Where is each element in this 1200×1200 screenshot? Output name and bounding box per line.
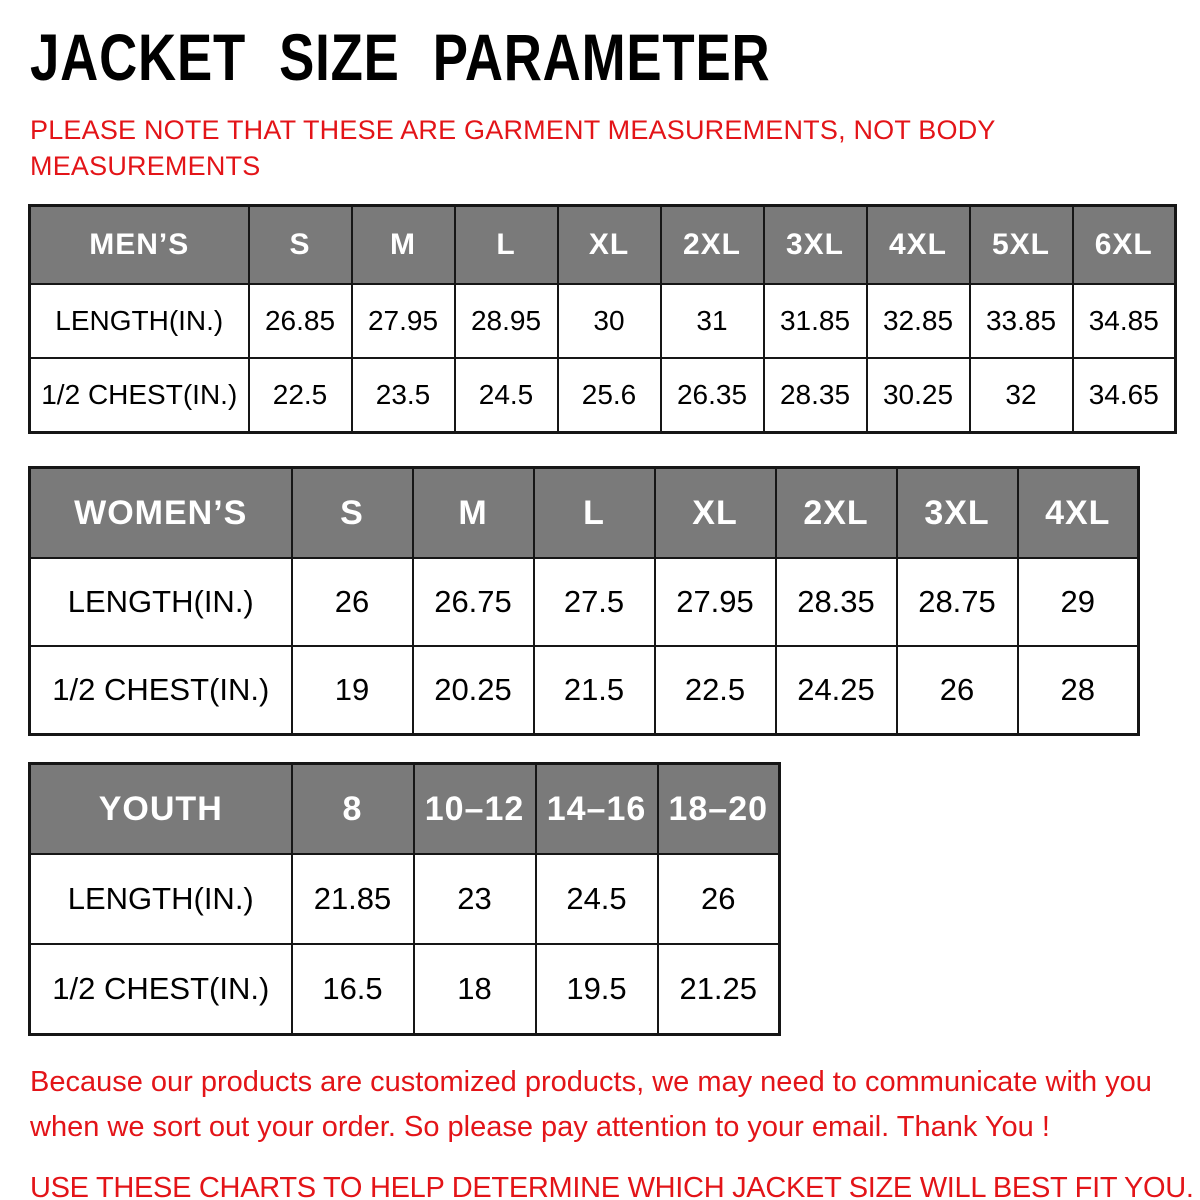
row-label-cell: 1/2 CHEST(IN.) [30,358,249,433]
womens-size-header-2: L [534,468,655,559]
size-value-cell: 26 [658,854,780,944]
size-value-cell: 24.5 [455,358,558,433]
usage-note: USE THESE CHARTS TO HELP DETERMINE WHICH JACKET SIZE WILL BEST FIT YOU. [30,1172,1194,1200]
mens-header-row [30,206,1176,285]
size-value-cell: 22.5 [249,358,352,433]
youth-size-header-1: 10–12 [414,764,536,855]
mens-table-row [30,284,1176,358]
youth-size-table [28,762,781,1036]
youth-size-header-3: 18–20 [658,764,780,855]
youth-size-header-2: 14–16 [536,764,658,855]
page-title: JACKET SIZE PARAMETER [30,20,771,94]
row-label-cell: 1/2 CHEST(IN.) [30,646,292,735]
customization-note [30,1060,1200,1150]
garment-measurement-note-line1: PLEASE NOTE THAT THESE ARE GARMENT MEASUREMENTS, NOT BODY [30,115,996,145]
size-value-cell: 25.6 [558,358,661,433]
size-value-cell: 26.35 [661,358,764,433]
size-value-cell: 28.35 [776,558,897,646]
size-value-cell: 21.5 [534,646,655,735]
size-value-cell: 27.95 [352,284,455,358]
size-value-cell: 30 [558,284,661,358]
mens-size-header-1: M [352,206,455,285]
size-value-cell: 28.75 [897,558,1018,646]
size-value-cell: 33.85 [970,284,1073,358]
size-value-cell: 24.25 [776,646,897,735]
size-value-cell: 20.25 [413,646,534,735]
size-value-cell: 26.75 [413,558,534,646]
size-value-cell: 27.95 [655,558,776,646]
customization-note-line1: Because our products are customized products, we may need to communicate with you [30,1066,1152,1098]
size-value-cell: 30.25 [867,358,970,433]
size-value-cell: 27.5 [534,558,655,646]
womens-size-header-3: XL [655,468,776,559]
womens-size-table [28,466,1140,736]
womens-category-header: WOMEN’S [30,468,292,559]
womens-size-header-1: M [413,468,534,559]
size-value-cell: 19.5 [536,944,658,1035]
mens-size-header-3: XL [558,206,661,285]
womens-header-row [30,468,1139,559]
youth-size-header-0: 8 [292,764,414,855]
youth-table-row [30,854,780,944]
size-value-cell: 26 [292,558,413,646]
size-value-cell: 21.85 [292,854,414,944]
mens-size-header-4: 2XL [661,206,764,285]
size-value-cell: 22.5 [655,646,776,735]
mens-size-table [28,204,1177,434]
size-value-cell: 23.5 [352,358,455,433]
mens-size-header-5: 3XL [764,206,867,285]
size-value-cell: 29 [1018,558,1139,646]
womens-table-row [30,558,1139,646]
size-value-cell: 32 [970,358,1073,433]
size-value-cell: 28.95 [455,284,558,358]
mens-category-header: MEN’S [30,206,249,285]
row-label-cell: LENGTH(IN.) [30,284,249,358]
size-value-cell: 26.85 [249,284,352,358]
customization-note-line2: when we sort out your order. So please pay attention to your email. Thank You ! [30,1111,1050,1143]
size-value-cell: 23 [414,854,536,944]
garment-measurement-note-line2: MEASUREMENTS [30,151,261,181]
mens-size-header-6: 4XL [867,206,970,285]
womens-size-header-0: S [292,468,413,559]
size-value-cell: 31 [661,284,764,358]
womens-size-header-4: 2XL [776,468,897,559]
row-label-cell: 1/2 CHEST(IN.) [30,944,292,1035]
size-value-cell: 28 [1018,646,1139,735]
youth-header-row [30,764,780,855]
garment-measurement-note [30,112,1200,184]
row-label-cell: LENGTH(IN.) [30,854,292,944]
mens-table-row [30,358,1176,433]
youth-category-header: YOUTH [30,764,292,855]
mens-size-header-7: 5XL [970,206,1073,285]
row-label-cell: LENGTH(IN.) [30,558,292,646]
size-value-cell: 16.5 [292,944,414,1035]
size-value-cell: 18 [414,944,536,1035]
size-value-cell: 24.5 [536,854,658,944]
size-value-cell: 34.85 [1073,284,1176,358]
size-value-cell: 31.85 [764,284,867,358]
youth-table-row [30,944,780,1035]
size-value-cell: 32.85 [867,284,970,358]
size-value-cell: 19 [292,646,413,735]
size-value-cell: 34.65 [1073,358,1176,433]
womens-size-header-5: 3XL [897,468,1018,559]
mens-size-header-2: L [455,206,558,285]
size-value-cell: 21.25 [658,944,780,1035]
size-value-cell: 26 [897,646,1018,735]
womens-table-row [30,646,1139,735]
mens-size-header-8: 6XL [1073,206,1176,285]
mens-size-header-0: S [249,206,352,285]
womens-size-header-6: 4XL [1018,468,1139,559]
size-value-cell: 28.35 [764,358,867,433]
